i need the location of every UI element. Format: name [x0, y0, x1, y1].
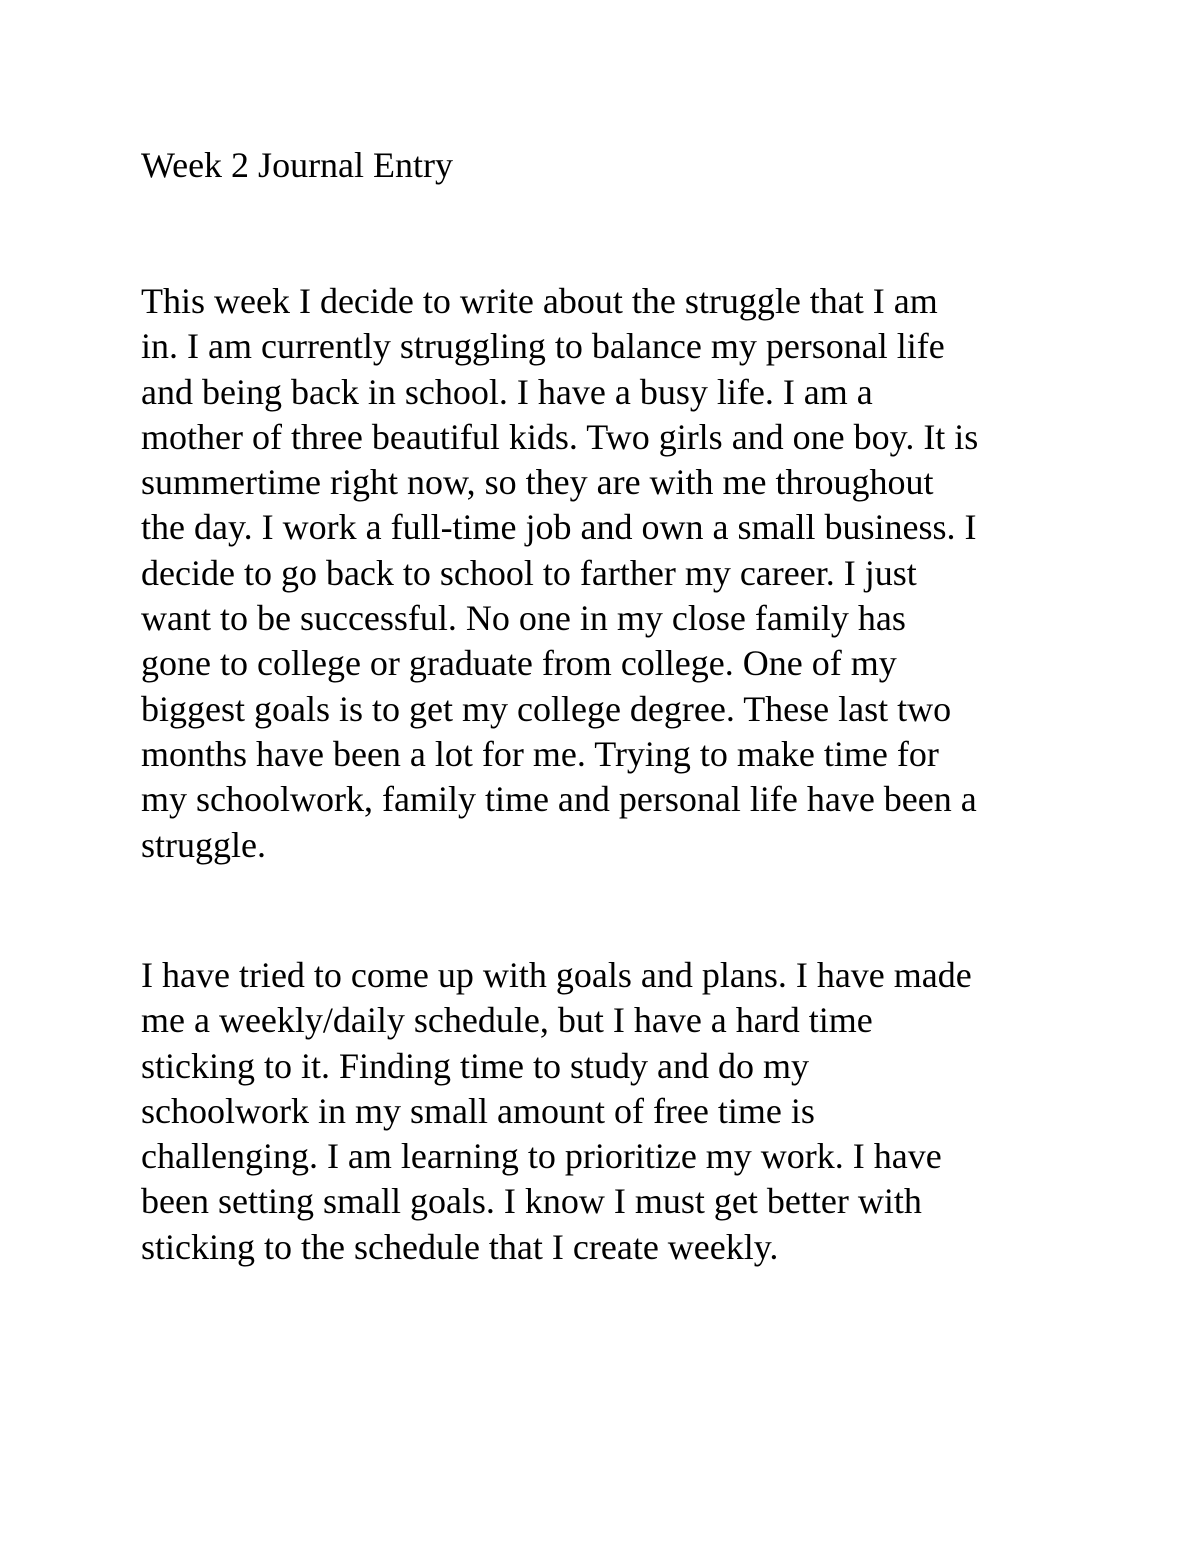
- paragraph-line: in. I am currently struggling to balance my personal life: [141, 326, 945, 367]
- paragraph-line: struggle.: [141, 824, 266, 865]
- paragraph-line: biggest goals is to get my college degree. These last two: [141, 688, 952, 729]
- paragraph-line: schoolwork in my small amount of free time is: [141, 1090, 815, 1131]
- paragraph-line: sticking to it. Finding time to study and do my: [141, 1045, 810, 1086]
- paragraph-line: the day. I work a full-time job and own a small business. I: [141, 507, 977, 548]
- paragraph-2: [141, 953, 1101, 1270]
- paragraph-line: been setting small goals. I know I must get better with: [141, 1181, 922, 1222]
- paragraph-line: This week I decide to write about the struggle that I am: [141, 281, 938, 321]
- paragraph-line: and being back in school. I have a busy life. I am a: [141, 371, 873, 412]
- paragraph-1: [141, 279, 1101, 868]
- paragraph-line: want to be successful. No one in my close family has: [141, 598, 906, 639]
- paragraph-line: decide to go back to school to farther my career. I just: [141, 552, 917, 593]
- paragraph-line: challenging. I am learning to prioritize my work. I have: [141, 1136, 942, 1177]
- paragraph-line: me a weekly/daily schedule, but I have a hard time: [141, 1000, 873, 1041]
- paragraph-line: summertime right now, so they are with me throughout: [141, 462, 934, 503]
- paragraph-line: my schoolwork, family time and personal life have been a: [141, 779, 977, 820]
- paragraph-line: months have been a lot for me. Trying to make time for: [141, 733, 939, 774]
- document-title: Week 2 Journal Entry: [141, 145, 454, 185]
- paragraph-line: I have tried to come up with goals and plans. I have made: [141, 955, 972, 995]
- paragraph-line: mother of three beautiful kids. Two girls and one boy. It is: [141, 416, 979, 457]
- paragraph-line: gone to college or graduate from college. One of my: [141, 643, 897, 684]
- paragraph-line: sticking to the schedule that I create weekly.: [141, 1226, 779, 1267]
